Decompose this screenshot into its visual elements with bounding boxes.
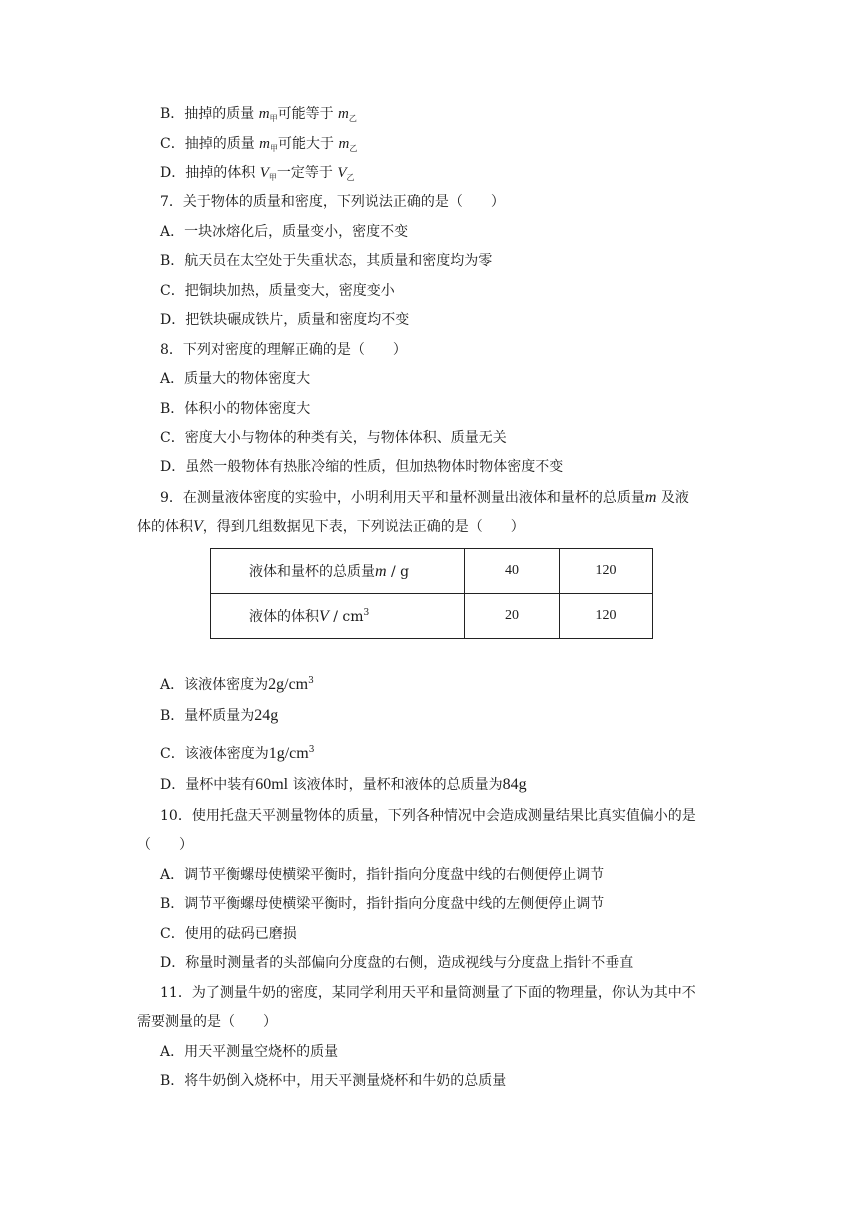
- question-11-option-b: B．将牛奶倒入烧杯中，用天平测量烧杯和牛奶的总质量: [160, 1073, 507, 1089]
- question-7-option-d: D．把铁块碾成铁片，质量和密度均不变: [160, 312, 410, 328]
- option-text: 可能等于: [277, 106, 339, 122]
- option-text: 该液体时，量杯和液体的总质量为: [288, 777, 503, 793]
- value-text: 1g/cm: [268, 745, 309, 762]
- option-d-prev: [160, 163, 354, 188]
- stem-text: ，得到几组数据见下表，下列说法正确的是（ ）: [202, 519, 525, 535]
- question-10-option-c: C．使用的砝码已磨损: [160, 926, 297, 942]
- option-text: 可能大于: [278, 136, 339, 152]
- table-row-label: [211, 549, 465, 594]
- table-cell: 20: [465, 594, 560, 639]
- stem-text: 体的体积: [137, 519, 193, 535]
- symbol-v: V: [337, 165, 347, 181]
- subscript: 甲: [268, 173, 277, 182]
- option-c-prev: [160, 134, 357, 159]
- question-9-option-b: [160, 706, 278, 726]
- option-text: B．抽掉的质量: [160, 106, 259, 122]
- stem-text: 及液: [656, 490, 689, 506]
- subscript: 乙: [348, 114, 357, 123]
- option-text: D．量杯中装有: [160, 777, 256, 793]
- label-text: 液体的体积: [249, 609, 319, 625]
- option-b-prev: [160, 104, 357, 129]
- question-10-stem-line2: （ ）: [137, 837, 193, 853]
- question-9-option-d: [160, 775, 527, 795]
- symbol-v: V: [193, 518, 203, 535]
- subscript: 乙: [346, 173, 355, 182]
- symbol-v: V: [259, 165, 269, 181]
- label-text: 液体和量杯的总质量: [249, 564, 375, 580]
- symbol-m: m: [338, 106, 349, 122]
- subscript: 甲: [270, 144, 279, 153]
- option-text: D．抽掉的体积: [160, 165, 260, 181]
- question-7-option-b: B．航天员在太空处于失重状态，其质量和密度均为零: [160, 253, 493, 269]
- option-text: C．该液体密度为: [160, 746, 269, 762]
- option-text: A．该液体密度为: [160, 677, 269, 693]
- table-row: [211, 549, 653, 594]
- unit-text: / cm: [328, 609, 364, 625]
- option-text: C．抽掉的质量: [160, 136, 260, 152]
- question-7-option-c: C．把铜块加热，质量变大，密度变小: [160, 283, 395, 299]
- question-8-option-a: A．质量大的物体密度大: [160, 371, 311, 387]
- subscript: 乙: [349, 144, 358, 153]
- unit-text: / g: [386, 564, 410, 580]
- question-9-stem-line1: [160, 488, 689, 508]
- stem-text: 9．在测量液体密度的实验中，小明利用天平和量杯测量出液体和量杯的总质量: [160, 490, 645, 506]
- value-text: 2g/cm: [268, 676, 309, 693]
- data-table: [210, 548, 653, 639]
- subscript: 甲: [269, 114, 278, 123]
- symbol-m: m: [259, 136, 271, 152]
- symbol-v: V: [319, 608, 329, 625]
- superscript: 3: [363, 608, 370, 618]
- table-cell: 120: [560, 594, 653, 639]
- table-row-label: [211, 594, 465, 639]
- symbol-m: m: [258, 106, 270, 122]
- question-8-stem: 8．下列对密度的理解正确的是（ ）: [160, 342, 407, 358]
- value-text: 84g: [502, 776, 527, 793]
- question-11-stem-line2: 需要测量的是（ ）: [137, 1014, 277, 1030]
- question-10-option-a: A．调节平衡螺母使横梁平衡时，指针指向分度盘中线的右侧便停止调节: [160, 867, 605, 883]
- superscript: 3: [308, 676, 314, 686]
- question-10-option-d: D．称量时测量者的头部偏向分度盘的右侧，造成视线与分度盘上指针不垂直: [160, 955, 634, 971]
- symbol-m: m: [644, 489, 657, 506]
- table-cell: 120: [560, 549, 653, 594]
- question-9-option-c: [160, 740, 314, 764]
- question-10-stem-line1: 10．使用托盘天平测量物体的质量，下列各种情况中会造成测量结果比真实值偏小的是: [160, 808, 696, 824]
- question-8-option-c: C．密度大小与物体的种类有关，与物体体积、质量无关: [160, 430, 507, 446]
- question-11-option-a: A．用天平测量空烧杯的质量: [160, 1044, 339, 1060]
- option-text: 一定等于: [276, 165, 338, 181]
- question-11-stem-line1: 11．为了测量牛奶的密度，某同学利用天平和量筒测量了下面的物理量，你认为其中不: [160, 985, 696, 1001]
- question-10-option-b: B．调节平衡螺母使横梁平衡时，指针指向分度盘中线的左侧便停止调节: [160, 896, 605, 912]
- option-text: B．量杯质量为: [160, 708, 255, 724]
- question-9-stem-line2: [137, 517, 525, 537]
- symbol-m: m: [338, 136, 350, 152]
- question-8-option-d: D．虽然一般物体有热胀冷缩的性质，但加热物体时物体密度不变: [160, 459, 564, 475]
- superscript: 3: [308, 745, 315, 755]
- question-9-option-a: [160, 671, 314, 695]
- table-cell: 40: [465, 549, 560, 594]
- symbol-m: m: [375, 563, 387, 580]
- value-text: 24g: [254, 707, 279, 724]
- table-row: [211, 594, 653, 639]
- value-text: 60ml: [255, 776, 289, 793]
- question-7-stem: 7．关于物体的质量和密度，下列说法正确的是（ ）: [160, 194, 505, 210]
- question-8-option-b: B．体积小的物体密度大: [160, 401, 311, 417]
- question-7-option-a: A．一块冰熔化后，质量变小，密度不变: [160, 224, 409, 240]
